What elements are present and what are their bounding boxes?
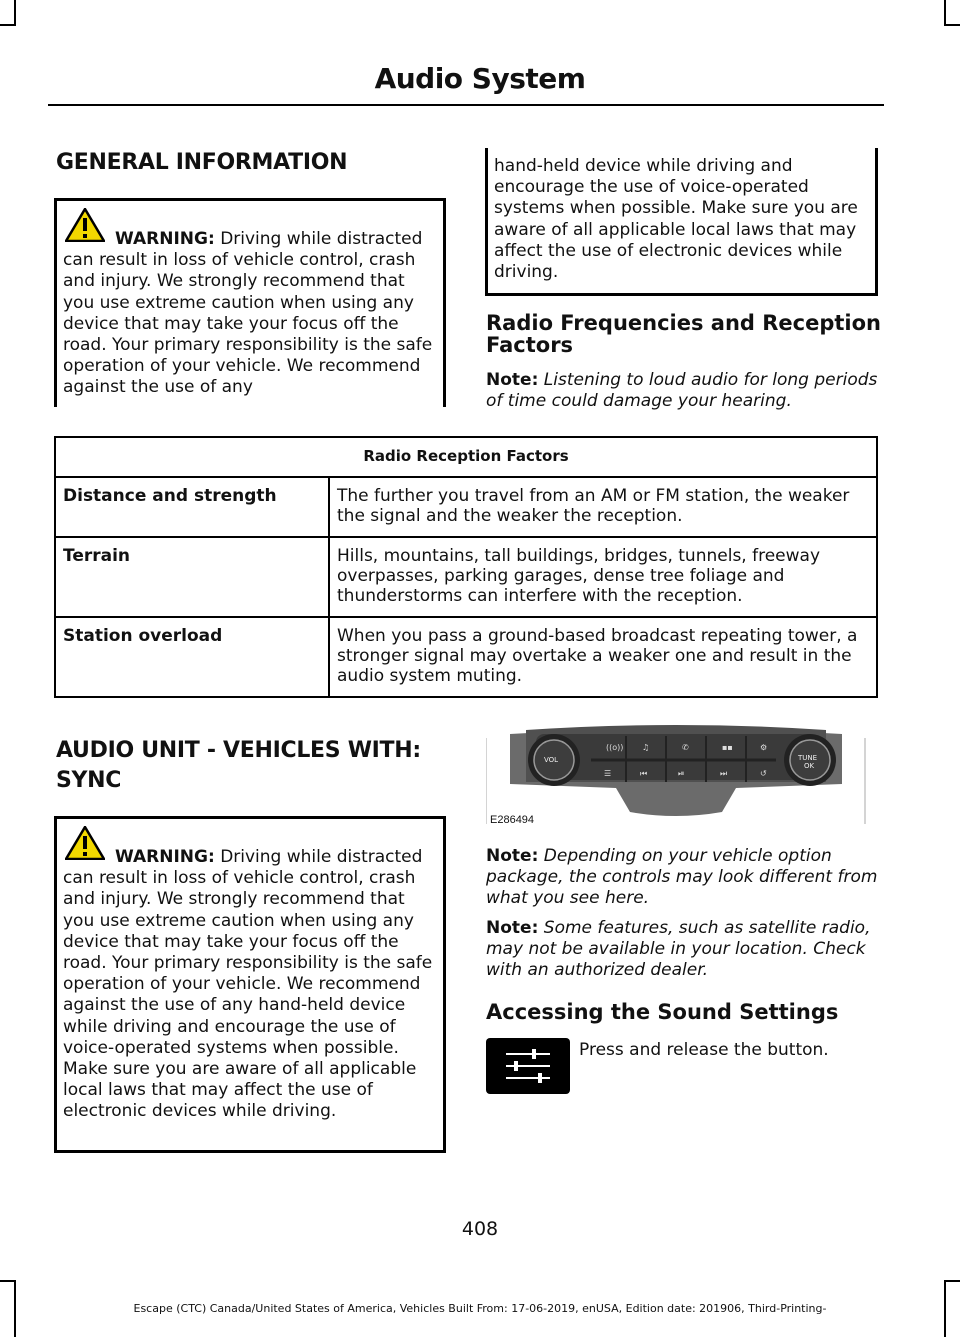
section-heading-general: GENERAL INFORMATION [56,150,348,175]
warning-box-audio-unit [54,816,446,1153]
table-cell-factor: Distance and strength [55,477,329,537]
section-heading-audio-unit-line2: SYNC [56,768,122,793]
note-features [486,918,881,982]
crop-mark [944,1280,960,1282]
table-cell-desc: The further you travel from an AM or FM station, the weaker the signal and the weaker the reception. [329,477,877,537]
table-cell-desc: Hills, mountains, tall buildings, bridges, tunnels, freeway overpasses, parking garages, dense tree foliage and thunderstorms can interfere with the reception. [329,537,877,617]
table-cell-factor: Station overload [55,617,329,697]
section-heading-audio-unit: AUDIO UNIT - VEHICLES WITH: [56,738,421,763]
audio-control-panel-illustration [486,716,866,826]
table-row [55,537,877,617]
section-heading-sound: Accessing the Sound Settings [486,1000,839,1024]
table-title: Radio Reception Factors [55,437,877,477]
ok-label: OK [804,762,815,770]
note-text: Some features, such as satellite radio, may not be available in your location. Check with an authorized dealer. [486,918,871,981]
warning-box-general [54,198,446,407]
svg-text:⏮: ⏮ [640,769,648,778]
image-code: E286494 [490,814,535,826]
crop-mark [944,24,960,26]
note-label: Note: [486,846,539,866]
warning-label: WARNING: [115,229,215,249]
note-label: Note: [486,918,539,938]
svg-text:⏯: ⏯ [678,769,685,778]
warning-text: Driving while distracted can result in loss of vehicle control, crash and injury. We strongly recommend that you use extreme caution when using any device that may take your focus off the road. Your primary responsibility is the safe operation of your vehicle. We recommend against the use of any hand-held device while driving and encourage the use of voice-operated systems when possible. Make sure you are aware of all applicable local laws that may affect the use of electronic devices while driving. [63,847,433,1122]
tune-label: TUNE [798,754,818,762]
table-cell-desc: When you pass a ground-based broadcast repeating tower, a stronger signal may overtake a weaker one and result in the audio system muting. [329,617,877,697]
svg-text:((o)): ((o)) [606,743,624,752]
equalizer-sliders-icon [486,1038,570,1094]
note-hearing [486,370,881,412]
vol-label: VOL [544,756,559,764]
svg-text:⏭: ⏭ [720,769,728,778]
section-heading-radio: Radio Frequencies and Reception Factors [486,311,882,357]
table-row [55,617,877,697]
crop-mark [0,1280,16,1282]
warning-triangle-icon [65,208,105,248]
warning-triangle-icon [65,826,105,866]
header-divider [48,104,884,106]
svg-text:✆: ✆ [682,743,689,752]
warning-label: WARNING: [115,847,215,867]
note-options [486,846,881,910]
svg-text:⚙: ⚙ [760,743,768,752]
warning-box-general-continued [485,148,878,296]
svg-text:♫: ♫ [642,743,650,752]
crop-mark [14,0,16,26]
warning-text: Driving while distracted can result in loss of vehicle control, crash and injury. We strongly recommend that you use extreme caution when using any device that may take your focus off the road. Your primary responsibility is the safe operation of your vehicle. We recommend against the use of any [63,229,433,398]
note-label: Note: [486,370,539,390]
table-cell-factor: Terrain [55,537,329,617]
table-row [55,477,877,537]
sound-instruction: Press and release the button. [579,1040,829,1060]
note-text: Listening to loud audio for long periods of time could damage your hearing. [486,370,878,412]
svg-text:▪▪: ▪▪ [722,743,733,752]
footer-text: Escape (CTC) Canada/United States of America, Vehicles Built From: 17-06-2019, enUSA, Edition date: 201906, Third-Printing- [133,1302,827,1315]
note-text: Depending on your vehicle option package, the controls may look different from what you see here. [486,846,878,909]
crop-mark [0,24,16,26]
page-title: Audio System [374,62,586,95]
page-number: 408 [461,1218,499,1240]
crop-mark [944,0,946,26]
svg-text:↺: ↺ [760,769,767,778]
svg-text:☰: ☰ [604,769,612,778]
reception-factors-table [54,436,878,698]
warning-text-continued: hand-held device while driving and encourage the use of voice-operated systems when possible. Make sure you are aware of all applicable local laws that may affect the use of electronic devices while driving. [494,156,858,283]
